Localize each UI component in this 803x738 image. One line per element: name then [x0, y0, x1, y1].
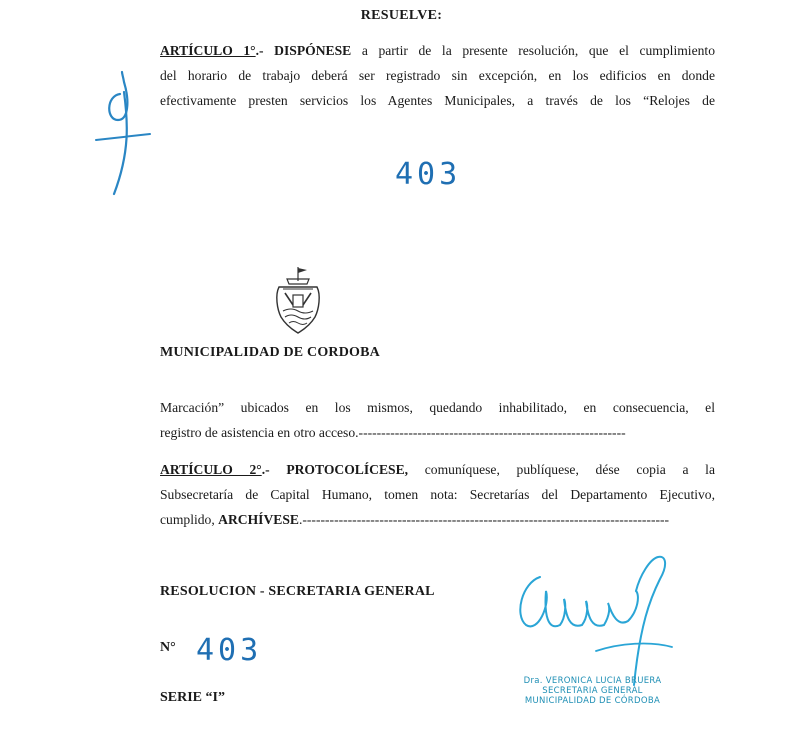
- municipality-name: MUNICIPALIDAD DE CORDOBA: [160, 345, 380, 360]
- resolution-label: RESOLUCION - SECRETARIA GENERAL: [160, 584, 435, 599]
- article-1-connector: .-: [255, 43, 275, 58]
- article-2-line-3-end: .---------------------------------------------------------------------------------: [298, 512, 670, 527]
- stamped-number-bottom: 403: [196, 633, 263, 668]
- article-2-paragraph: [160, 457, 715, 532]
- article-2-line-3: [160, 507, 715, 532]
- article-2-keyword: PROTOCOLÍCESE,: [286, 462, 409, 477]
- article-1-paragraph: [160, 38, 715, 113]
- article-1-line-3: efectivamente presten servicios los Agentes Municipales, a través de los “Relojes de: [160, 93, 715, 108]
- handwritten-signature: [500, 555, 690, 690]
- article-2-line-1: [160, 457, 715, 482]
- article-2-label: ARTÍCULO 2°: [160, 462, 262, 477]
- article-1-line-1: [160, 38, 715, 63]
- article-2-line-2: Subsecretaría de Capital Humano, tomen nota: Secretarías del Departamento Ejecutivo,: [160, 487, 715, 502]
- serie-label: SERIE “I”: [160, 690, 225, 705]
- article-2-line-1-rest: comuníquese, publíquese, dése copia a la: [408, 462, 715, 477]
- article-1-continued-line-1: Marcación” ubicados en los mismos, quedando inhabilitado, en consecuencia, el: [160, 400, 715, 415]
- resolution-heading: RESUELVE:: [360, 8, 443, 23]
- article-2-connector: .-: [261, 462, 287, 477]
- article-1-label: ARTÍCULO 1°: [160, 43, 256, 58]
- stamped-number-top: 403: [395, 157, 462, 192]
- article-1-keyword: DISPÓNESE: [274, 43, 352, 58]
- article-2-line-3-keyword: ARCHÍVESE: [218, 512, 299, 527]
- signatory-name: Dra. VERONICA LUCIA BRUERA: [523, 676, 662, 686]
- handwritten-initial-mark: [92, 72, 152, 197]
- signatory-title: SECRETARIA GENERAL: [542, 686, 643, 696]
- signatory-institution: MUNICIPALIDAD DE CÓRDOBA: [524, 696, 661, 706]
- number-label: N°: [160, 640, 176, 655]
- article-1-continued-line-2: registro de asistencia en otro acceso.-----------------------------------------------------------: [160, 425, 626, 440]
- article-1-continuation: [160, 395, 715, 445]
- article-1-line-1-rest: a partir de la presente resolución, que el cumplimiento: [351, 43, 715, 58]
- article-2-line-3-start: cumplido,: [160, 512, 219, 527]
- signature-stamp: [510, 676, 675, 706]
- coat-of-arms-icon: [271, 265, 325, 335]
- article-1-line-2: del horario de trabajo deberá ser registrado sin excepción, en los edificios en donde: [160, 68, 715, 83]
